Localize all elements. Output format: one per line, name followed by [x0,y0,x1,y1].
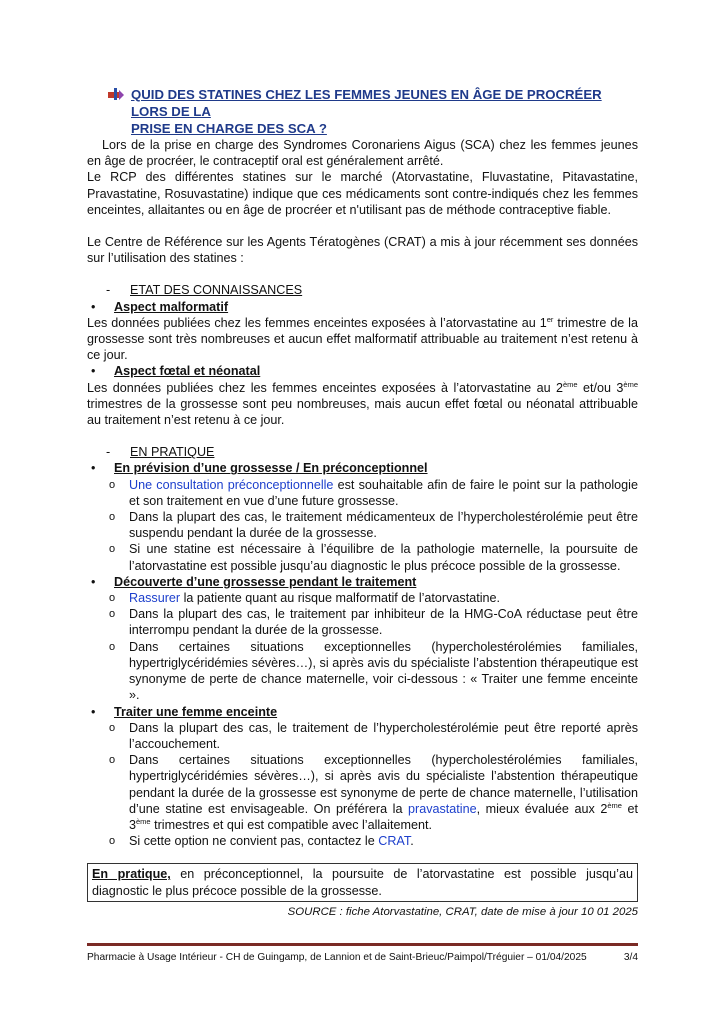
etat-heading-text: ETAT DES CONNAISSANCES [130,283,303,298]
hand-pointer-icon [107,87,125,101]
list-item: o Une consultation préconceptionnelle est souhaitable afin de faire le point sur la pathologie et son traitement en vue d’une future grossesse. [109,477,638,508]
crat-link[interactable]: CRAT [378,834,411,849]
bullet-traiter-femme-enceinte [87,704,638,720]
aspect-malformatif-text: Les données publiées chez les femmes enceintes exposées à l’atorvastatine au 1er trimestre de la grossesse sont très nombreuses et aucun effet malformatif attribuable au traitement n’est retenu à ce jour. [87,314,638,363]
bullet-aspect-malformatif [87,299,638,315]
title-line-1: QUID DES STATINES CHEZ LES FEMMES JEUNES EN ÂGE DE PROCRÉER LORS DE LA [131,87,602,119]
etat-heading [106,282,638,298]
bullet-icon: • [91,364,96,379]
sub-bullet-icon: o [109,592,116,605]
footer-rule [87,943,638,946]
bullet-icon: • [91,704,96,719]
dash-marker: - [106,445,111,460]
bullet-icon: • [91,299,96,314]
bullet-title: En prévision d’une grossesse / En préconceptionnel [114,461,428,476]
title-line-2: PRISE EN CHARGE DES SCA ? [131,121,327,136]
bullet-title: Aspect fœtal et néonatal [114,364,261,379]
pravastatine-link[interactable]: pravastatine [408,801,477,816]
sub-bullet-icon: o [109,608,116,621]
bullet-title: Aspect malformatif [114,299,229,314]
list-item: o Dans la plupart des cas, le traitement de l’hypercholestérolémie peut être reporté après l’accouchement. [109,720,638,751]
aspect-foetal-text: Les données publiées chez les femmes enceintes exposées à l’atorvastatine au 2ème et/ou 3ème trimestres de la grossesse sont peu nombreuses, mais aucun effet fœtal ou néonatal attribuable au traitement n’est retenu à ce jour. [87,379,638,428]
pratique-heading [106,444,638,460]
list-item: o Dans certaines situations exceptionnelles (hypercholestérolémies familiales, hypertriglycéridémies sévères…), si après avis du spécialiste l’abstention thérapeutique pendant la durée de la grossesse est synonyme de perte de chance maternelle, l’utilisation d’une statine est envisageable. On préférera la pravastatine, mieux évaluée aux 2ème et 3ème trimestres et qui est compatible avec l’allaitement. [109,753,638,832]
list-item: o Dans la plupart des cas, le traitement par inhibiteur de la HMG-CoA réductase peut être interrompu pendant la durée de la grossesse. [109,607,638,638]
intro-paragraph-3: Le Centre de Référence sur les Agents Tératogènes (CRAT) a mis à jour récemment ses données sur l’utilisation des statines : [87,235,638,266]
section-title [107,86,638,137]
summary-lead: En pratique, [92,867,171,882]
bullet-aspect-foetal [87,363,638,379]
sub-bullet-icon: o [109,640,116,653]
list-item: o Rassurer la patiente quant au risque malformatif de l’atorvastatine. [109,591,501,606]
summary-text: en préconceptionnel, la poursuite de l’atorvastatine est possible jusqu’au diagnostic le plus précoce possible de la grossesse. [92,867,633,898]
sub-bullet-icon: o [109,511,116,524]
bullet-decouverte-grossesse [87,574,638,590]
source-citation: SOURCE : fiche Atorvastatine, CRAT, date de mise à jour 10 01 2025 [287,905,638,918]
footer-text: Pharmacie à Usage Intérieur - CH de Guingamp, de Lannion et de Saint-Brieuc/Paimpol/Tréguier – 01/04/2025 [87,952,587,963]
sub-bullet-icon: o [109,754,116,767]
sub-bullet-icon: o [109,478,116,491]
sub-bullet-icon: o [109,835,116,848]
list-item: o Si cette option ne convient pas, contactez le CRAT. [109,834,414,849]
bullet-icon: • [91,461,96,476]
bullet-title: Découverte d’une grossesse pendant le traitement [114,574,417,589]
summary-box [87,863,638,901]
sub-bullet-icon: o [109,721,116,734]
page-number: 3/4 [623,952,638,963]
rassurer-link[interactable]: Rassurer [129,591,181,606]
list-item: o Dans la plupart des cas, le traitement médicamenteux de l’hypercholestérolémie peut être suspendu pendant la durée de la grossesse. [109,510,638,541]
bullet-prevision-grossesse [87,460,638,476]
page-footer [87,950,638,966]
consultation-link[interactable]: Une consultation préconceptionnelle [129,477,334,492]
dash-marker: - [106,283,111,298]
bullet-icon: • [91,574,96,589]
list-item: o Si une statine est nécessaire à l’équilibre de la pathologie maternelle, la poursuite de l’atorvastatine est possible jusqu’au diagnostic le plus précoce possible de la grossesse. [109,542,638,573]
page-content [87,86,638,920]
intro-paragraph-1: Lors de la prise en charge des Syndromes Coronariens Aigus (SCA) chez les femmes jeunes en âge de procréer, le contraceptif oral est généralement arrêté. [87,138,638,169]
intro-paragraph-2: Le RCP des différentes statines sur le marché (Atorvastatine, Fluvastatine, Pitavastatine, Pravastatine, Rosuvastatine) indique que ces médicaments sont contre-indiqués chez les femmes enceintes, allaitantes ou en âge de procréer et n'utilisant pas de méthode contraceptive fiable. [87,170,638,217]
pratique-heading-text: EN PRATIQUE [130,445,215,460]
bullet-title: Traiter une femme enceinte [114,704,278,719]
list-item: o Dans certaines situations exceptionnelles (hypercholestérolémies familiales, hypertriglycéridémies sévères…), si après avis du spécialiste l’abstention thérapeutique est synonyme de perte de chance maternelle, voir ci-dessous : « Traiter une femme enceinte ». [109,639,638,703]
sub-bullet-icon: o [109,543,116,556]
